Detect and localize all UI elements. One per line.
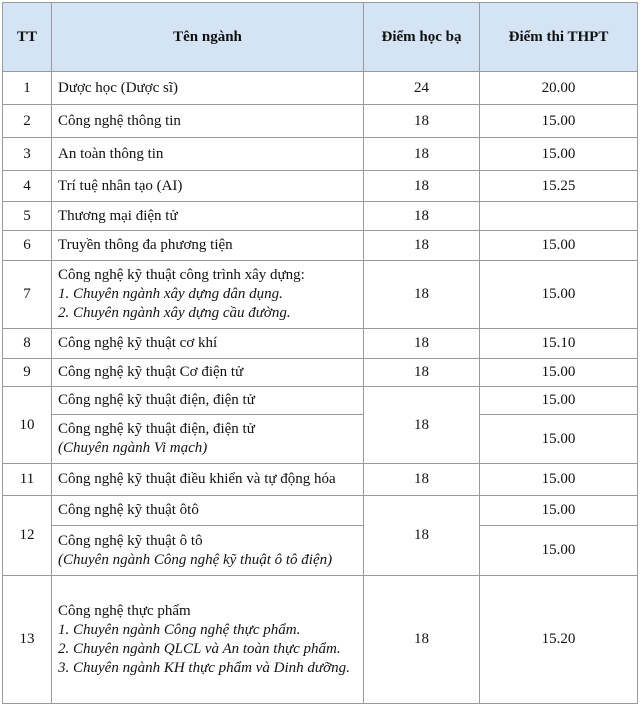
major-name: Công nghệ kỹ thuật Cơ điện tử [52, 359, 364, 387]
major-name: Công nghệ kỹ thuật cơ khí [52, 329, 364, 359]
hoc-ba-score: 18 [364, 202, 480, 231]
row-number: 8 [3, 329, 52, 359]
thpt-score: 15.00 [480, 387, 638, 415]
header-diem-hoc-ba: Điểm học bạ [364, 3, 480, 72]
thpt-score: 15.00 [480, 496, 638, 526]
table-row [3, 359, 638, 387]
major-name: Công nghệ thông tin [52, 105, 364, 138]
hoc-ba-score: 18 [364, 261, 480, 329]
thpt-score: 20.00 [480, 72, 638, 105]
thpt-score: 15.20 [480, 576, 638, 704]
major-name-cell [52, 415, 364, 464]
specialization-1: 1. Chuyên ngành Công nghệ thực phẩm. [58, 621, 301, 638]
major-name: Công nghệ thực phẩm [58, 602, 191, 619]
specialization: (Chuyên ngành Vi mạch) [58, 440, 208, 456]
hoc-ba-score: 24 [364, 72, 480, 105]
major-name-cell [52, 261, 364, 329]
table-row [3, 496, 638, 526]
major-name: Thương mại điện tử [52, 202, 364, 231]
hoc-ba-score: 18 [364, 231, 480, 261]
row-number: 9 [3, 359, 52, 387]
header-tt: TT [3, 3, 52, 72]
table-row [3, 464, 638, 496]
row-number: 6 [3, 231, 52, 261]
thpt-score: 15.00 [480, 464, 638, 496]
thpt-score: 15.00 [480, 526, 638, 576]
thpt-score: 15.00 [480, 231, 638, 261]
row-number: 3 [3, 138, 52, 171]
major-name: Dược học (Dược sĩ) [52, 72, 364, 105]
row-number: 10 [3, 387, 52, 464]
table-row [3, 138, 638, 171]
hoc-ba-score: 18 [364, 387, 480, 464]
major-name: Công nghệ kỹ thuật điện, điện tử [58, 421, 255, 437]
table-row [3, 105, 638, 138]
major-name: Công nghệ kỹ thuật ô tô [58, 532, 203, 549]
table-row [3, 231, 638, 261]
specialization-3: 3. Chuyên ngành KH thực phẩm và Dinh dưỡng. [58, 659, 350, 676]
thpt-score: 15.00 [480, 105, 638, 138]
thpt-score: 15.10 [480, 329, 638, 359]
row-number: 13 [3, 576, 52, 704]
major-name: Trí tuệ nhân tạo (AI) [52, 171, 364, 202]
thpt-score: 15.00 [480, 415, 638, 464]
major-name: Công nghệ kỹ thuật điện, điện tử [52, 387, 364, 415]
thpt-score: 15.00 [480, 261, 638, 329]
thpt-score: 15.00 [480, 359, 638, 387]
table-row [3, 329, 638, 359]
major-name: Truyền thông đa phương tiện [52, 231, 364, 261]
hoc-ba-score: 18 [364, 576, 480, 704]
admission-score-table [2, 2, 638, 704]
hoc-ba-score: 18 [364, 105, 480, 138]
table-row [3, 387, 638, 415]
hoc-ba-score: 18 [364, 464, 480, 496]
table-row [3, 202, 638, 231]
specialization-2: 2. Chuyên ngành QLCL và An toàn thực phẩm. [58, 640, 341, 657]
thpt-score: 15.00 [480, 138, 638, 171]
row-number: 1 [3, 72, 52, 105]
hoc-ba-score: 18 [364, 496, 480, 576]
hoc-ba-score: 18 [364, 171, 480, 202]
row-number: 4 [3, 171, 52, 202]
specialization-1: 1. Chuyên ngành xây dựng dân dụng. [58, 286, 283, 302]
row-number: 12 [3, 496, 52, 576]
specialization-2: 2. Chuyên ngành xây dựng cầu đường. [58, 305, 291, 321]
table-row [3, 415, 638, 464]
specialization: (Chuyên ngành Công nghệ kỹ thuật ô tô điện) [58, 551, 333, 568]
thpt-score [480, 202, 638, 231]
major-name: An toàn thông tin [52, 138, 364, 171]
header-row [3, 3, 638, 72]
major-name: Công nghệ kỹ thuật ôtô [52, 496, 364, 526]
hoc-ba-score: 18 [364, 329, 480, 359]
table-row [3, 72, 638, 105]
major-name-cell [52, 526, 364, 576]
table-row [3, 526, 638, 576]
hoc-ba-score: 18 [364, 138, 480, 171]
major-name: Công nghệ kỹ thuật điều khiển và tự động hóa [52, 464, 364, 496]
major-name: Công nghệ kỹ thuật công trình xây dựng: [58, 267, 305, 283]
table-row [3, 261, 638, 329]
thpt-score: 15.25 [480, 171, 638, 202]
row-number: 5 [3, 202, 52, 231]
header-ten-nganh: Tên ngành [52, 3, 364, 72]
row-number: 11 [3, 464, 52, 496]
row-number: 7 [3, 261, 52, 329]
hoc-ba-score: 18 [364, 359, 480, 387]
row-number: 2 [3, 105, 52, 138]
table-row [3, 171, 638, 202]
major-name-cell [52, 576, 364, 704]
header-diem-thi-thpt: Điểm thi THPT [480, 3, 638, 72]
table-row [3, 576, 638, 704]
